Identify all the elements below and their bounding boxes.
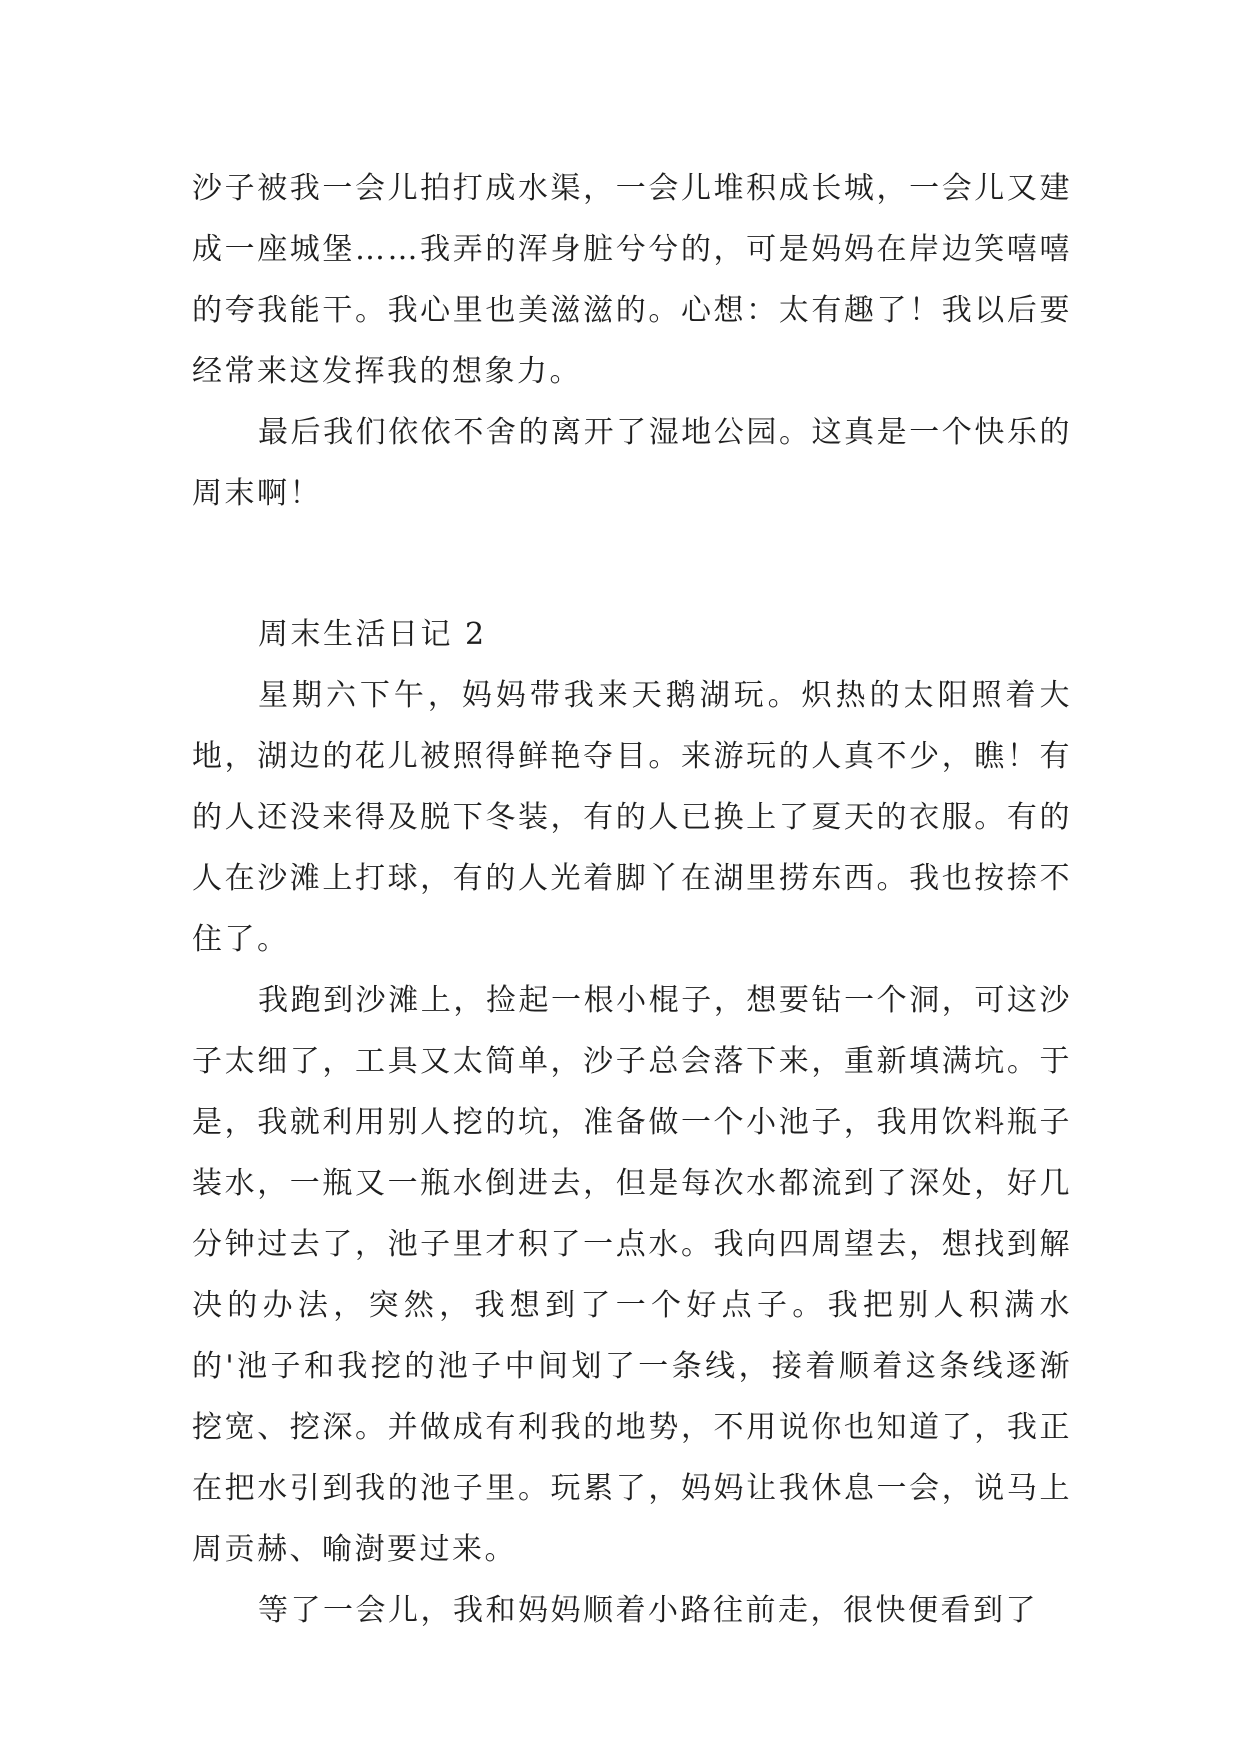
section-spacer: [192, 524, 1072, 604]
closing-paragraph: 最后我们依依不舍的离开了湿地公园。这真是一个快乐的周末啊！: [192, 415, 1072, 511]
section-title: 周末生活日记 2: [258, 617, 487, 652]
paragraph-1: 星期六下午，妈妈带我来天鹅湖玩。炽热的太阳照着大地，湖边的花儿被照得鲜艳夺目。来游玩的人真不少，瞧！有的人还没来得及脱下冬装，有的人已换上了夏天的衣服。有的人在沙滩上打球，有的人光着脚丫在湖里捞东西。我也按捺不住了。: [192, 678, 1072, 957]
paragraph-3: 等了一会儿，我和妈妈顺着小路往前走，很快便看到了: [258, 1593, 1038, 1628]
paragraph-2: 我跑到沙滩上，捡起一根小棍子，想要钻一个洞，可这沙子太细了，工具又太简单，沙子总会落下来，重新填满坑。于是，我就利用别人挖的坑，准备做一个小池子，我用饮料瓶子装水，一瓶又一瓶水倒进去，但是每次水都流到了深处，好几分钟过去了，池子里才积了一点水。我向四周望去，想找到解决的办法，突然，我想到了一个好点子。我把别人积满水的'池子和我挖的池子中间划了一条线，接着顺着这条线逐渐挖宽、挖深。并做成有利我的地势，不用说你也知道了，我正在把水引到我的池子里。玩累了，妈妈让我休息一会，说马上周贡赫、喻澍要过来。: [192, 983, 1072, 1567]
continued-paragraph: 沙子被我一会儿拍打成水渠，一会儿堆积成长城，一会儿又建成一座城堡……我弄的浑身脏兮兮的，可是妈妈在岸边笑嘻嘻的夸我能干。我心里也美滋滋的。心想：太有趣了！我以后要经常来这发挥我的想象力。: [192, 171, 1072, 389]
document-body: [192, 158, 1072, 1641]
